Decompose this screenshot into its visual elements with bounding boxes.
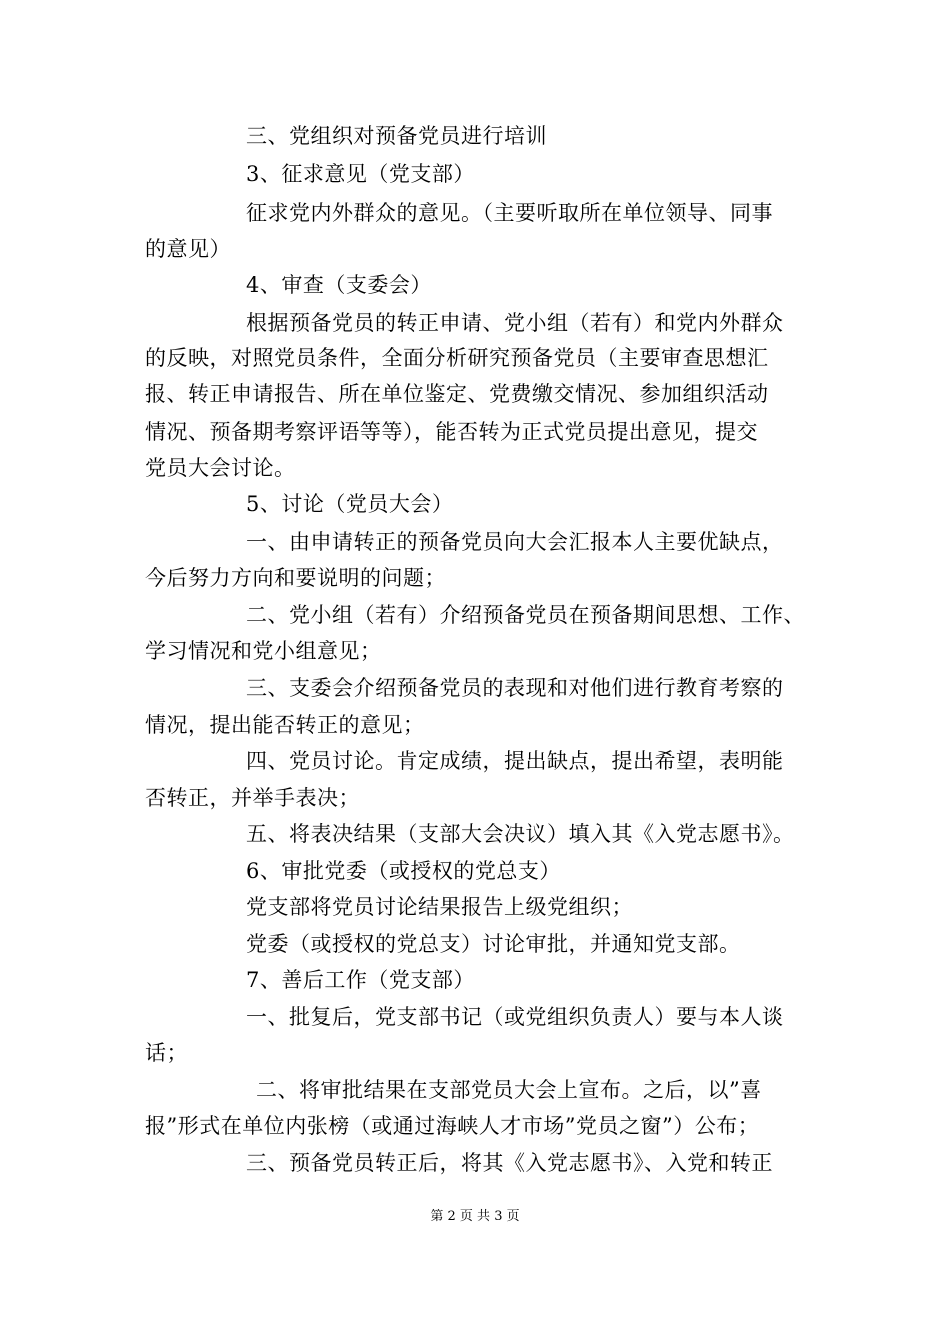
text-line: 四、党员讨论。肯定成绩，提出缺点，提出希望，表明能 (246, 749, 784, 773)
page-number: 第 2 页 共 3 页 (430, 1209, 520, 1224)
text-line: 今后努力方向和要说明的问题； (145, 566, 446, 590)
text-line: 话； (145, 1041, 188, 1065)
text-line: 党员大会讨论。 (145, 456, 296, 480)
text-line: 3、征求意见（党支部） (246, 162, 475, 186)
text-line: 6、审批党委（或授权的党总支） (246, 859, 561, 883)
text-line: 二、党小组（若有）介绍预备党员在预备期间思想、工作、 (246, 603, 805, 627)
text-line: 的意见） (145, 237, 231, 261)
text-line: 5、讨论（党员大会） (246, 492, 454, 516)
text-line: 征求党内外群众的意见。（主要听取所在单位领导、同事 (246, 201, 773, 225)
text-line: 三、预备党员转正后，将其《入党志愿书》、入党和转正 (246, 1151, 773, 1175)
text-line: 7、善后工作（党支部） (246, 968, 475, 992)
text-line: 党委（或授权的党总支）讨论审批，并通知党支部。 (246, 932, 741, 956)
text-line: 报、转正申请报告、所在单位鉴定、党费缴交情况、参加组织活动 (145, 382, 769, 406)
text-line: 根据预备党员的转正申请、党小组（若有）和党内外群众 (246, 311, 784, 335)
text-line: 情况，提出能否转正的意见； (145, 713, 425, 737)
text-line: 二、将审批结果在支部党员大会上宣布。之后，以”喜 (256, 1078, 762, 1102)
text-line: 三、党组织对预备党员进行培训 (246, 124, 547, 148)
text-line: 党支部将党员讨论结果报告上级党组织； (246, 895, 633, 919)
text-line: 一、批复后，党支部书记（或党组织负责人）要与本人谈 (246, 1005, 784, 1029)
text-line: 一、由申请转正的预备党员向大会汇报本人主要优缺点， (246, 530, 784, 554)
text-line: 否转正，并举手表决； (145, 786, 360, 810)
text-line: 情况、预备期考察评语等等），能否转为正式党员提出意见，提交 (145, 420, 758, 444)
text-line: 4、审查（支委会） (246, 273, 432, 297)
text-line: 报”形式在单位内张榜（或通过海峡人才市场”党员之窗”）公布； (145, 1114, 760, 1138)
text-line: 的反映，对照党员条件，全面分析研究预备党员（主要审查思想汇 (145, 346, 769, 370)
text-line: 三、支委会介绍预备党员的表现和对他们进行教育考察的 (246, 676, 784, 700)
text-line: 学习情况和党小组意见； (145, 639, 382, 663)
text-line: 五、将表决结果（支部大会决议）填入其《入党志愿书》。 (246, 822, 795, 846)
